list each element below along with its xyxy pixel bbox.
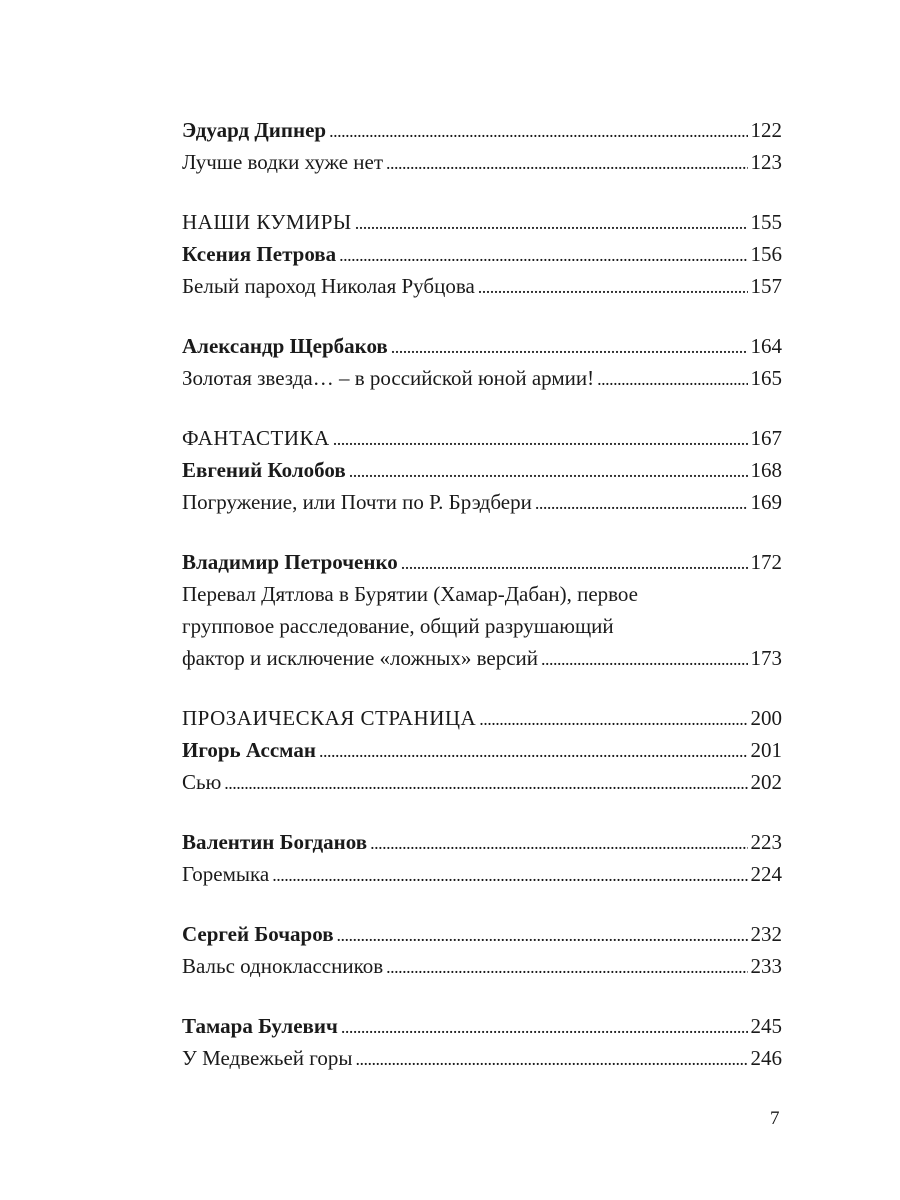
entry-page: 245 [750, 1014, 782, 1038]
toc-group [182, 702, 782, 798]
entry-title: Вальс одноклассников [182, 954, 384, 978]
entry-title: Ксения Петрова [182, 242, 337, 266]
dot-leader [383, 146, 747, 179]
entry-title: Сью [182, 770, 222, 794]
entry-page: 172 [750, 550, 782, 574]
dot-leader [532, 486, 748, 519]
toc-group [182, 330, 782, 394]
entry-page: 156 [750, 242, 782, 266]
toc-entry-author[interactable] [182, 826, 782, 858]
toc-entry-work[interactable] [182, 766, 782, 798]
dot-leader [475, 270, 748, 303]
entry-title: Горемыка [182, 862, 270, 886]
toc-entry-work[interactable] [182, 858, 782, 890]
toc-entry-author[interactable] [182, 454, 782, 486]
dot-leader [316, 734, 748, 767]
entry-title: ПРОЗАИЧЕСКАЯ СТРАНИЦА [182, 706, 477, 730]
entry-title: Золотая звезда… – в российской юной армии! [182, 366, 595, 390]
entry-title: Белый пароход Николая Рубцова [182, 274, 475, 298]
toc-entry-author[interactable] [182, 114, 782, 146]
dot-leader [383, 950, 747, 983]
entry-page: 232 [750, 922, 782, 946]
dot-leader [398, 546, 748, 579]
dot-leader [367, 826, 747, 859]
toc-entry-work[interactable] [182, 1042, 782, 1074]
toc-group [182, 1010, 782, 1074]
entry-title: Игорь Ассман [182, 738, 316, 762]
dot-leader [334, 918, 748, 951]
entry-title: ФАНТАСТИКА [182, 426, 330, 450]
toc-entry-section[interactable] [182, 206, 782, 238]
entry-title-line: групповое расследование, общий разрушающий [182, 614, 614, 638]
entry-page: 173 [750, 646, 782, 670]
dot-leader [269, 858, 747, 891]
entry-page: 155 [750, 210, 782, 234]
toc-group [182, 206, 782, 302]
dot-leader [221, 766, 747, 799]
toc-entry-author[interactable] [182, 238, 782, 270]
entry-page: 164 [750, 334, 782, 358]
table-of-contents [182, 114, 782, 1102]
toc-group [182, 114, 782, 178]
entry-page: 223 [750, 830, 782, 854]
dot-leader [346, 454, 748, 487]
dot-leader [594, 362, 747, 395]
entry-page: 168 [750, 458, 782, 482]
entry-page: 123 [750, 150, 782, 174]
dot-leader [326, 114, 747, 147]
entry-page: 202 [750, 770, 782, 794]
dot-leader [476, 702, 747, 735]
page-number: 7 [770, 1108, 780, 1129]
toc-entry-work[interactable] [182, 270, 782, 302]
entry-title: Эдуард Дипнер [182, 118, 327, 142]
toc-entry-author[interactable] [182, 330, 782, 362]
entry-title: Лучше водки хуже нет [182, 150, 384, 174]
entry-page: 201 [750, 738, 782, 762]
entry-title: Сергей Бочаров [182, 922, 334, 946]
toc-entry-author[interactable] [182, 1010, 782, 1042]
toc-group [182, 826, 782, 890]
entry-page: 167 [750, 426, 782, 450]
entry-title: Тамара Булевич [182, 1014, 338, 1038]
entry-page: 169 [750, 490, 782, 514]
dot-leader [338, 1010, 748, 1043]
entry-title: Александр Щербаков [182, 334, 388, 358]
entry-page: 224 [750, 862, 782, 886]
entry-title: Владимир Петроченко [182, 550, 398, 574]
toc-entry-work[interactable] [182, 486, 782, 518]
toc-entry-section[interactable] [182, 422, 782, 454]
toc-group [182, 546, 782, 674]
toc-entry-author[interactable] [182, 546, 782, 578]
entry-page: 246 [750, 1046, 782, 1070]
entry-title: Погружение, или Почти по Р. Брэдбери [182, 490, 532, 514]
dot-leader [352, 206, 748, 239]
toc-entry-work[interactable] [182, 642, 782, 674]
entry-page: 233 [750, 954, 782, 978]
entry-title: Валентин Богданов [182, 830, 368, 854]
toc-group [182, 422, 782, 518]
toc-entry-work[interactable] [182, 146, 782, 178]
entry-page: 157 [750, 274, 782, 298]
dot-leader [388, 330, 748, 363]
entry-page: 122 [750, 118, 782, 142]
entry-page: 165 [750, 366, 782, 390]
dot-leader [336, 238, 747, 271]
dot-leader [538, 642, 747, 675]
toc-entry-author[interactable] [182, 734, 782, 766]
entry-title: У Медвежьей горы [182, 1046, 353, 1070]
toc-entry-author[interactable] [182, 918, 782, 950]
entry-title-line: Перевал Дятлова в Бурятии (Хамар-Дабан), первое [182, 582, 639, 606]
toc-entry-section[interactable] [182, 702, 782, 734]
entry-page: 200 [750, 706, 782, 730]
entry-title: Евгений Колобов [182, 458, 346, 482]
toc-entry-work[interactable] [182, 950, 782, 982]
entry-title: НАШИ КУМИРЫ [182, 210, 352, 234]
toc-group [182, 918, 782, 982]
toc-entry-work[interactable] [182, 362, 782, 394]
dot-leader [352, 1042, 747, 1075]
entry-title: фактор и исключение «ложных» версий [182, 646, 539, 670]
dot-leader [330, 422, 748, 455]
